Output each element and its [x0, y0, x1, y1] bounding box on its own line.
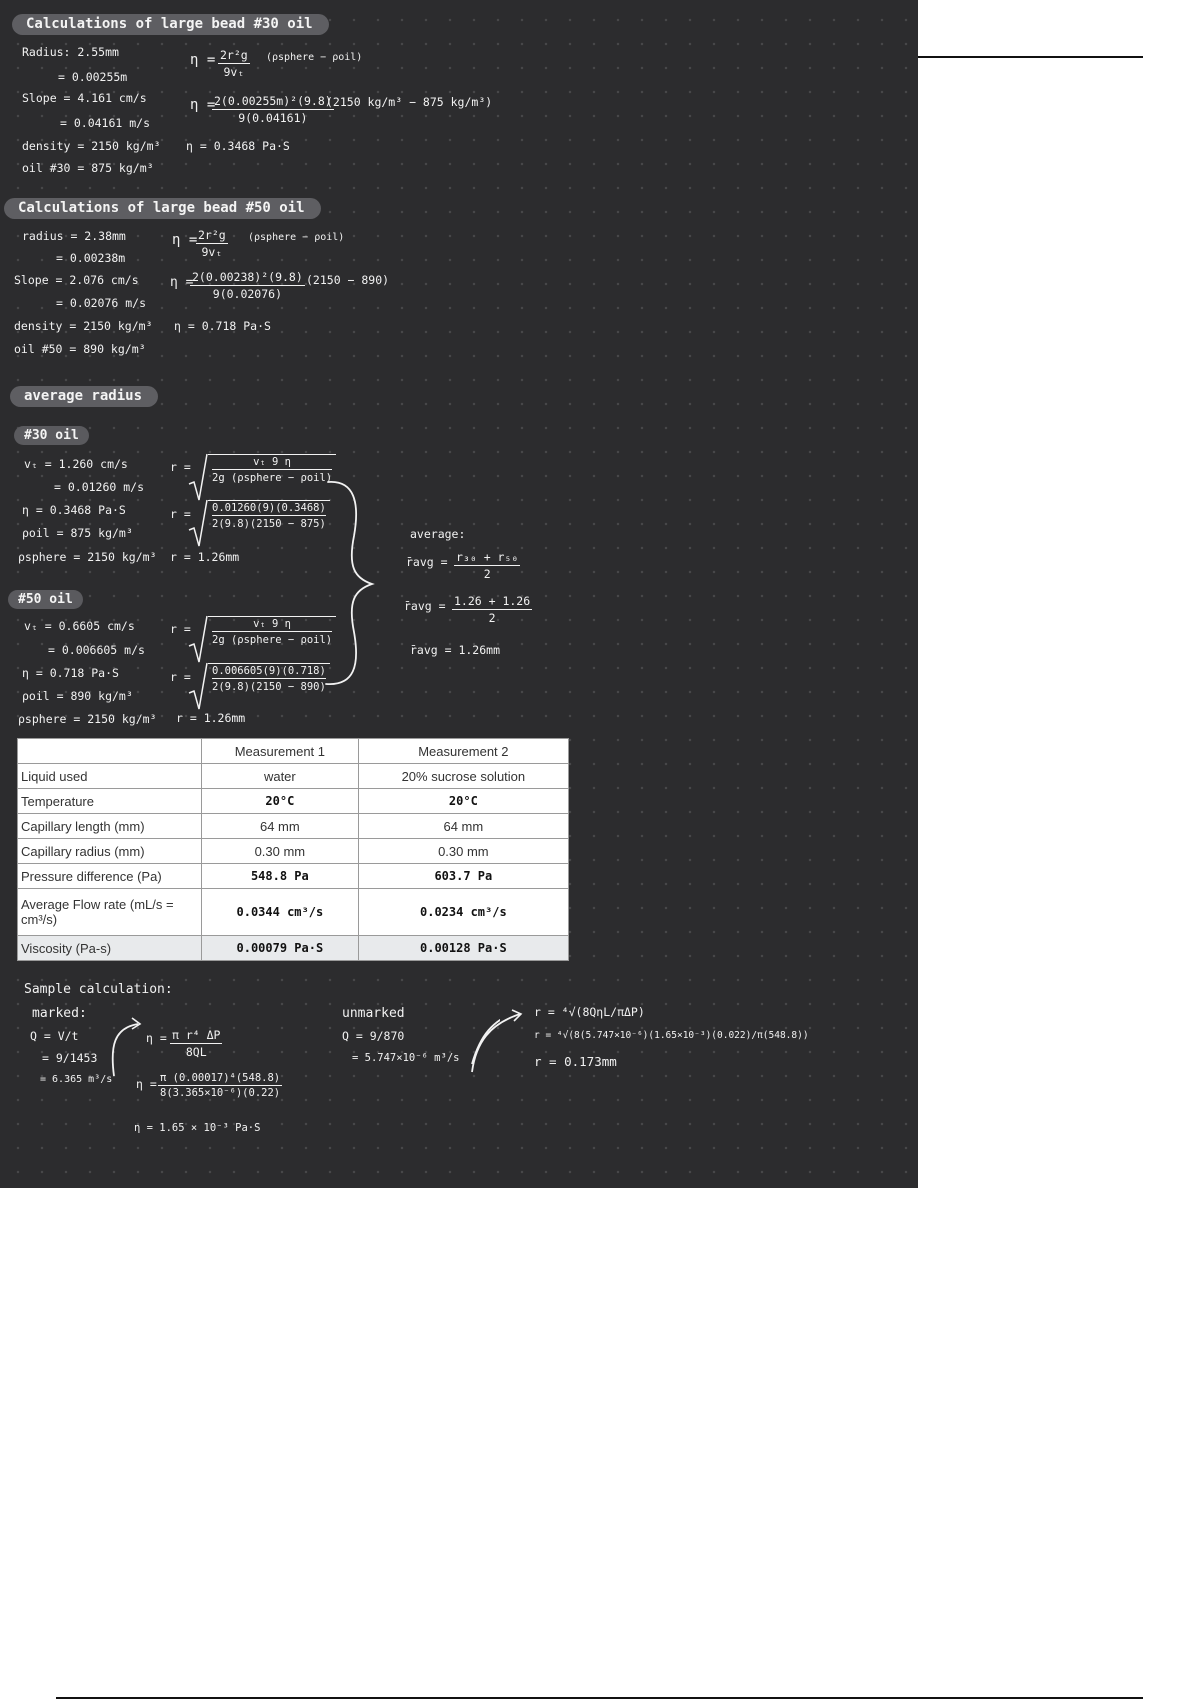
given-radius: Radius: 2.55mm	[22, 45, 119, 59]
given-slope: Slope = 4.161 cm/s	[22, 91, 147, 105]
table-cell-measurement-1: 64 mm	[202, 814, 359, 839]
table-row	[18, 814, 569, 839]
average-line2-lhs: r̄avg =	[404, 599, 446, 613]
marked-eta-fraction	[170, 1028, 222, 1059]
given-density-50: density = 2150 kg/m³	[14, 319, 153, 333]
table-cell-measurement-2: 64 mm	[358, 814, 568, 839]
table-header-measurement-1: Measurement 1	[202, 739, 359, 764]
average-line2-denominator: 2	[488, 611, 496, 625]
marked-eta-numerator: π r⁴ ΔP	[172, 1028, 221, 1042]
formula-eta-label-50: η =	[172, 232, 198, 248]
avg50-sub-denominator: 2(9.8)(2150 − 890)	[212, 681, 326, 693]
section-title-50-oil: Calculations of large bead #50 oil	[4, 198, 321, 219]
given-radius-m-50: = 0.00238m	[56, 251, 126, 265]
avg50-velocity-m: = 0.006605 m/s	[48, 643, 145, 657]
avg30-eta: η = 0.3468 Pa·S	[22, 503, 126, 517]
marked-sub-denominator: 8(3.365×10⁻⁶)(0.22)	[160, 1087, 281, 1099]
formula-denominator-50: 9vₜ	[201, 245, 223, 259]
result-eta-30: η = 0.3468 Pa·S	[186, 139, 290, 153]
radical-sign-icon	[188, 661, 208, 715]
table-cell-measurement-2: 20% sucrose solution	[358, 764, 568, 789]
given-density: density = 2150 kg/m³	[22, 139, 161, 153]
table-cell-measurement-2: 20°C	[358, 789, 568, 814]
average-line1-denominator: 2	[483, 567, 491, 581]
average-label: average:	[410, 527, 466, 541]
table-row-label: Pressure difference (Pa)	[18, 864, 202, 889]
given-oil-density: oil #30 = 875 kg/m³	[22, 161, 154, 175]
radical-sign-icon	[188, 498, 208, 552]
given-slope-m-50: = 0.02076 m/s	[56, 296, 147, 310]
page-rule-bottom	[56, 1697, 1143, 1699]
table-row-label: Viscosity (Pa-s)	[18, 936, 202, 961]
avg50-root-denominator: 2g (ρsphere − ρoil)	[212, 634, 333, 646]
substitution-fraction-50	[190, 270, 305, 301]
avg50-root-numerator: vₜ 9 η	[212, 618, 332, 632]
formula-denominator: 9vₜ	[223, 65, 245, 79]
formula-fraction-50	[196, 228, 228, 259]
marked-q-formula: Q = V/t	[30, 1029, 79, 1043]
formula-fraction	[218, 48, 250, 79]
avg50-eta: η = 0.718 Pa·S	[22, 666, 119, 680]
subsection-title-50-oil: #50 oil	[8, 590, 83, 609]
average-result: r̄avg = 1.26mm	[410, 643, 501, 657]
table-cell-measurement-1: 20°C	[202, 789, 359, 814]
avg30-velocity: vₜ = 1.260 cm/s	[24, 457, 128, 471]
sample-marked-label: marked:	[32, 1006, 87, 1021]
avg50-rho-oil: ρoil = 890 kg/m³	[22, 689, 133, 703]
avg30-root-numerator: vₜ 9 η	[212, 456, 332, 470]
table-row-label: Average Flow rate (mL/s = cm³/s)	[18, 889, 202, 936]
avg50-result: r = 1.26mm	[176, 711, 246, 725]
average-line1-lhs: r̄avg =	[406, 555, 448, 569]
table-header-row	[18, 739, 569, 764]
average-line2-numerator: 1.26 + 1.26	[454, 594, 531, 608]
unmarked-r-formula: r = ⁴√(8QηL/πΔP)	[534, 1005, 645, 1019]
table-row	[18, 789, 569, 814]
substitution-eta-label-50: η =	[170, 275, 194, 290]
table-cell-measurement-1: 0.0344 cm³/s	[202, 889, 359, 936]
substitution-numerator-50: 2(0.00238)²(9.8)	[192, 270, 303, 284]
average-line2-fraction	[452, 594, 532, 625]
table-row	[18, 864, 569, 889]
average-line1-fraction	[454, 550, 520, 581]
page-rule-top	[918, 56, 1143, 58]
table-body	[18, 764, 569, 961]
section-title-30-oil: Calculations of large bead #30 oil	[12, 14, 329, 35]
unmarked-arrow-icon	[468, 1006, 528, 1076]
marked-sub-fraction	[158, 1072, 282, 1099]
curly-brace-icon	[310, 474, 380, 692]
avg30-r-label: r =	[170, 460, 191, 474]
formula-numerator-50: 2r²g	[198, 228, 226, 242]
section-title-average-radius: average radius	[10, 386, 158, 407]
substitution-density-factor: (2150 kg/m³ − 875 kg/m³)	[326, 95, 493, 109]
avg50-r-label: r =	[170, 622, 191, 636]
avg50-velocity: vₜ = 0.6605 cm/s	[24, 619, 135, 633]
substitution-eta-label: η =	[190, 97, 216, 113]
marked-sub-lhs: η =	[136, 1077, 157, 1091]
sample-title: Sample calculation:	[24, 982, 173, 997]
given-radius-50: radius = 2.38mm	[22, 229, 126, 243]
table-cell-measurement-2: 603.7 Pa	[358, 864, 568, 889]
table-row-label: Temperature	[18, 789, 202, 814]
marked-sub-numerator: π (0.00017)⁴(548.8)	[160, 1072, 281, 1084]
avg30-velocity-m: = 0.01260 m/s	[54, 480, 145, 494]
substitution-fraction	[212, 94, 334, 125]
unmarked-q-substitution: Q = 9/870	[342, 1029, 405, 1043]
formula-numerator: 2r²g	[220, 48, 248, 62]
avg30-rho-sphere: ρsphere = 2150 kg/m³	[18, 550, 157, 564]
avg30-rho-oil: ρoil = 875 kg/m³	[22, 526, 133, 540]
avg50-sub-numerator: 0.006605(9)(0.718)	[212, 665, 326, 677]
radical-sign-icon	[188, 614, 208, 668]
avg30-sub-denominator: 2(9.8)(2150 − 875)	[212, 518, 326, 530]
sample-unmarked-label: unmarked	[342, 1006, 405, 1021]
unmarked-r-substitution: r = ⁴√(8(5.747×10⁻⁶)(1.65×10⁻³)(0.022)/π(548.8))	[534, 1030, 809, 1041]
table-cell-measurement-1: 548.8 Pa	[202, 864, 359, 889]
table-row	[18, 889, 569, 936]
given-radius-m: = 0.00255m	[58, 70, 128, 84]
table-row	[18, 839, 569, 864]
formula-density-factor-50: (ρsphere − ρoil)	[248, 232, 345, 243]
table-cell-measurement-2: 0.30 mm	[358, 839, 568, 864]
marked-result: η = 1.65 × 10⁻³ Pa·S	[134, 1122, 261, 1134]
table-header-measurement-2: Measurement 2	[358, 739, 568, 764]
avg30-result: r = 1.26mm	[170, 550, 240, 564]
substitution-denominator-50: 9(0.02076)	[212, 287, 283, 301]
substitution-denominator: 9(0.04161)	[238, 111, 308, 125]
avg50-rho-sphere: ρsphere = 2150 kg/m³	[18, 712, 157, 726]
unmarked-r-result: r = 0.173mm	[534, 1054, 617, 1069]
avg30-r-label-sub: r =	[170, 507, 191, 521]
marked-q-substitution: = 9/1453	[42, 1051, 98, 1065]
avg50-r-label-sub: r =	[170, 670, 191, 684]
table-row	[18, 936, 569, 961]
table-cell-measurement-1: 0.00079 Pa·S	[202, 936, 359, 961]
table-row	[18, 764, 569, 789]
table-cell-measurement-2: 0.00128 Pa·S	[358, 936, 568, 961]
table-row-label: Liquid used	[18, 764, 202, 789]
given-slope-50: Slope = 2.076 cm/s	[14, 273, 139, 287]
result-eta-50: η = 0.718 Pa·S	[174, 319, 271, 333]
subsection-title-30-oil: #30 oil	[14, 426, 89, 445]
avg30-sub-numerator: 0.01260(9)(0.3468)	[212, 502, 326, 514]
avg30-root-denominator: 2g (ρsphere − ρoil)	[212, 472, 333, 484]
average-line1-numerator: r₃₀ + r₅₀	[456, 550, 519, 564]
marked-q-result: = 6.365 m³/s	[40, 1074, 113, 1085]
formula-density-factor: (ρsphere − ρoil)	[266, 52, 363, 63]
table-row-label: Capillary length (mm)	[18, 814, 202, 839]
table-header-blank	[18, 739, 202, 764]
formula-eta-label: η =	[190, 52, 216, 68]
given-slope-m: = 0.04161 m/s	[60, 116, 151, 130]
table-cell-measurement-1: water	[202, 764, 359, 789]
table-cell-measurement-1: 0.30 mm	[202, 839, 359, 864]
marked-eta-denominator: 8QL	[185, 1045, 207, 1059]
table-row-label: Capillary radius (mm)	[18, 839, 202, 864]
substitution-density-factor-50: (2150 − 890)	[306, 273, 390, 287]
given-oil-density-50: oil #50 = 890 kg/m³	[14, 342, 146, 356]
substitution-numerator: 2(0.00255m)²(9.8)	[214, 94, 332, 108]
marked-eta-lhs: η =	[146, 1031, 167, 1045]
measurement-table	[17, 738, 569, 961]
unmarked-q-result: = 5.747×10⁻⁶ m³/s	[352, 1052, 460, 1064]
table-cell-measurement-2: 0.0234 cm³/s	[358, 889, 568, 936]
